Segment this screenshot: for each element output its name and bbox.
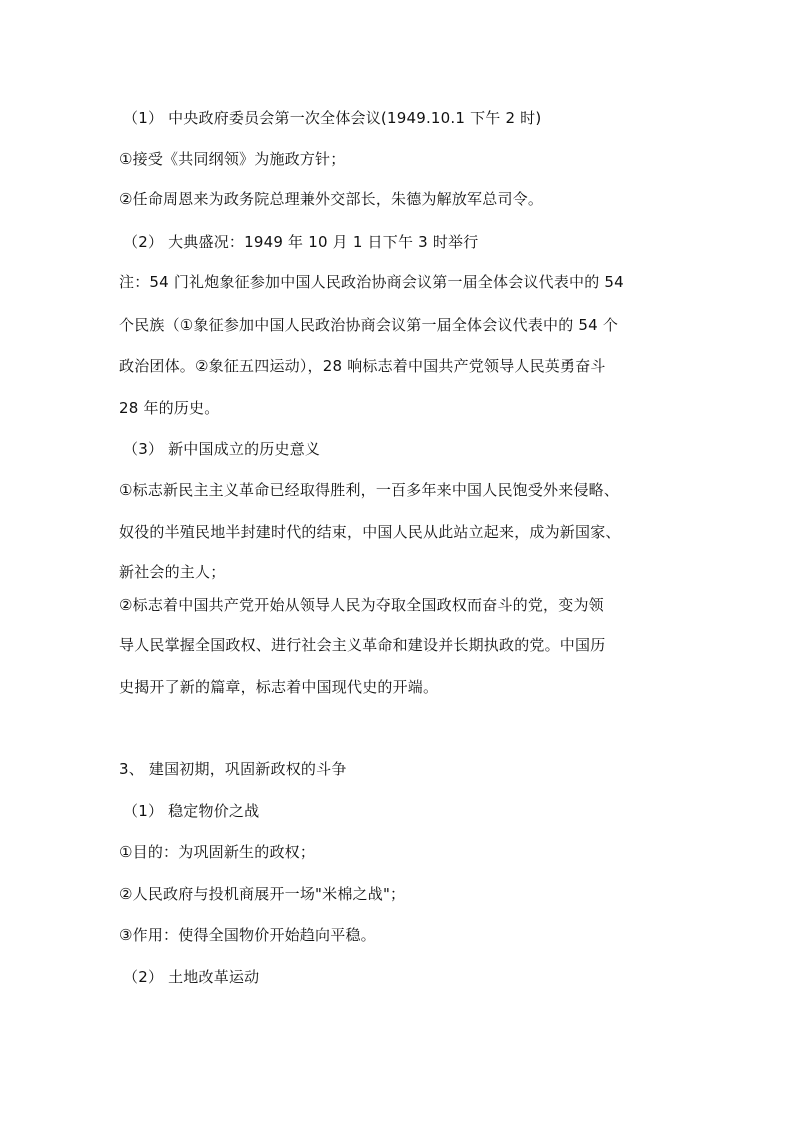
paragraph-line: 新社会的主人； — [119, 563, 226, 581]
section-heading-4: （1） 稳定物价之战 — [123, 802, 260, 820]
paragraph-line: ①标志新民主主义革命已经取得胜利，一百多年来中国人民饱受外来侵略、 — [119, 481, 620, 499]
section-heading-2: （2） 大典盛况：1949 年 10 月 1 日下午 3 时举行 — [123, 233, 479, 251]
paragraph-line: 奴役的半殖民地半封建时代的结束，中国人民从此站立起来，成为新国家、 — [119, 523, 621, 541]
note-line: 28 年的历史。 — [119, 399, 220, 417]
list-item: ③作用：使得全国物价开始趋向平稳。 — [119, 926, 376, 944]
section-heading-5: （2） 土地改革运动 — [123, 968, 260, 986]
note-line: 注：54 门礼炮象征参加中国人民政治协商会议第一届全体会议代表中的 54 — [119, 273, 624, 291]
list-item: ①目的：为巩固新生的政权； — [119, 843, 316, 861]
paragraph-line: 导人民掌握全国政权、进行社会主义革命和建设并长期执政的党。中国历 — [119, 636, 606, 654]
note-line: 个民族（①象征参加中国人民政治协商会议第一届全体会议代表中的 54 个 — [119, 316, 619, 334]
paragraph-line: 史揭开了新的篇章，标志着中国现代史的开端。 — [119, 678, 439, 696]
note-line: 政治团体。②象征五四运动），28 响标志着中国共产党领导人民英勇奋斗 — [119, 357, 606, 375]
chapter-heading: 3、 建国初期，巩固新政权的斗争 — [119, 760, 347, 778]
list-item: ②人民政府与投机商展开一场"米棉之战"； — [119, 885, 406, 903]
list-item: ①接受《共同纲领》为施政方针； — [119, 150, 346, 168]
list-item: ②任命周恩来为政务院总理兼外交部长，朱德为解放军总司令。 — [119, 190, 544, 208]
section-heading-1: （1） 中央政府委员会第一次全体会议(1949.10.1 下午 2 时) — [123, 109, 542, 127]
section-heading-3: （3） 新中国成立的历史意义 — [123, 440, 321, 458]
paragraph-line: ②标志着中国共产党开始从领导人民为夺取全国政权而奋斗的党，变为领 — [119, 596, 604, 614]
